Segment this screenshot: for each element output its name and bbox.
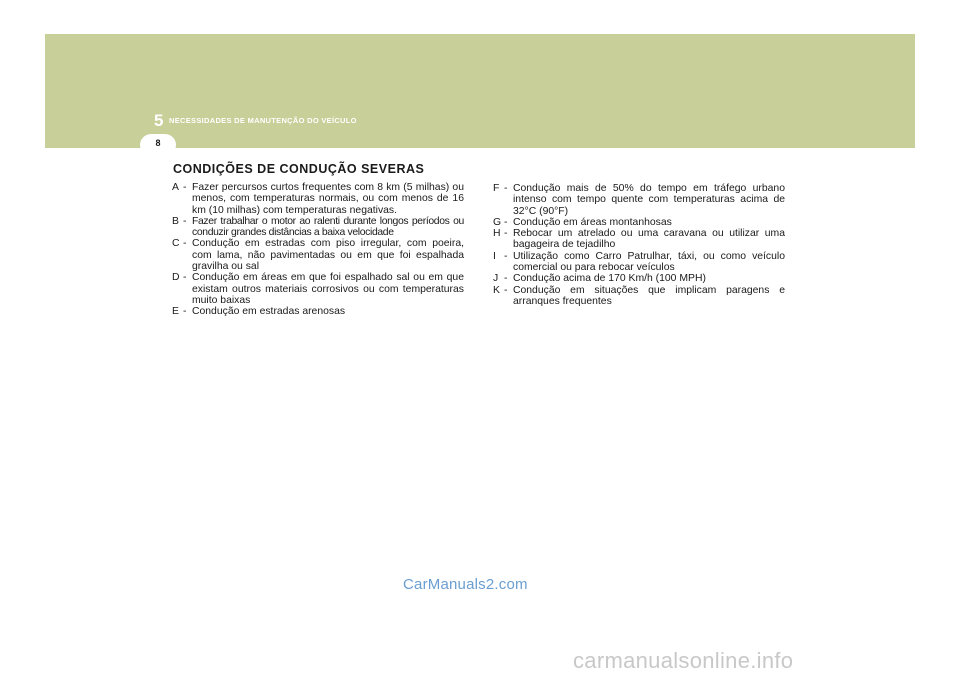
item-letter: K: [493, 284, 500, 296]
watermark-bottom: carmanualsonline.info: [573, 648, 794, 673]
item-dash: -: [183, 215, 187, 227]
list-item: [493, 251, 785, 274]
list-item: [172, 182, 464, 216]
list-item: [493, 228, 785, 251]
item-text: Fazer percursos curtos frequentes com 8 km (5 milhas) ou menos, com temperaturas normais, ou com menos de 16 km (10 milhas) com temperaturas negativas.: [192, 182, 464, 216]
item-dash: -: [504, 250, 508, 262]
item-dash: -: [504, 284, 508, 296]
item-dash: -: [183, 182, 187, 193]
item-letter: F: [493, 183, 500, 194]
item-dash: -: [504, 183, 508, 194]
item-dash: -: [504, 228, 508, 240]
section-title: CONDIÇÕES DE CONDUÇÃO SEVERAS: [173, 162, 425, 176]
item-text: Utilização como Carro Patrulhar, táxi, ou como veículo comercial ou para rebocar veículos: [513, 250, 785, 274]
page-tab: [140, 134, 176, 156]
list-item: [493, 273, 785, 284]
item-letter: J: [493, 273, 499, 285]
watermark-link[interactable]: CarManuals2.com: [403, 576, 528, 593]
chapter-title: NECESSIDADES DE MANUTENÇÃO DO VEÍCULO: [169, 116, 357, 125]
item-letter: C: [172, 238, 180, 250]
list-item: [172, 238, 464, 272]
item-letter: B: [172, 215, 179, 227]
item-letter: E: [172, 306, 179, 318]
item-text: Condução em situações que implicam paragens e arranques frequentes: [513, 284, 785, 307]
item-text: Fazer trabalhar o motor ao ralenti durante longos períodos ou conduzir grandes distâncias a baixa velocidade: [192, 215, 464, 239]
item-dash: -: [183, 272, 187, 284]
item-letter: G: [493, 216, 502, 228]
item-text: Condução acima de 170 Km/h (100 MPH): [513, 273, 706, 285]
item-letter: I: [493, 250, 496, 262]
item-letter: A: [172, 182, 179, 193]
list-item: [172, 216, 464, 239]
header-band: [45, 34, 915, 148]
left-column: [172, 182, 464, 318]
item-dash: -: [183, 306, 187, 318]
page-number: 8: [155, 138, 161, 148]
item-text: Condução em estradas arenosas: [192, 306, 346, 318]
right-column: [493, 183, 785, 307]
list-item: [172, 306, 464, 317]
item-text: Rebocar um atrelado ou uma caravana ou utilizar uma bagageira de tejadilho: [513, 228, 785, 251]
item-letter: D: [172, 272, 180, 284]
list-item: [493, 285, 785, 308]
list-item: [172, 272, 464, 306]
item-text: Condução em áreas em que foi espalhado sal ou em que existam outros materiais corrosivos ou com temperaturas muito baixas: [192, 272, 464, 306]
list-item: [493, 217, 785, 228]
item-text: Condução em áreas montanhosas: [513, 216, 672, 228]
list-item: [493, 183, 785, 217]
chapter-number: 5: [154, 111, 164, 130]
item-dash: -: [504, 216, 508, 228]
item-dash: -: [504, 273, 508, 285]
item-text: Condução em estradas com piso irregular, com poeira, com lama, não pavimentadas ou em que foi espalhada gravilha ou sal: [192, 238, 464, 273]
item-dash: -: [183, 238, 187, 250]
item-text: Condução mais de 50% do tempo em tráfego urbano intenso com tempo quente com temperaturas acima de 32°C (90°F): [513, 183, 785, 217]
item-letter: H: [493, 228, 501, 240]
